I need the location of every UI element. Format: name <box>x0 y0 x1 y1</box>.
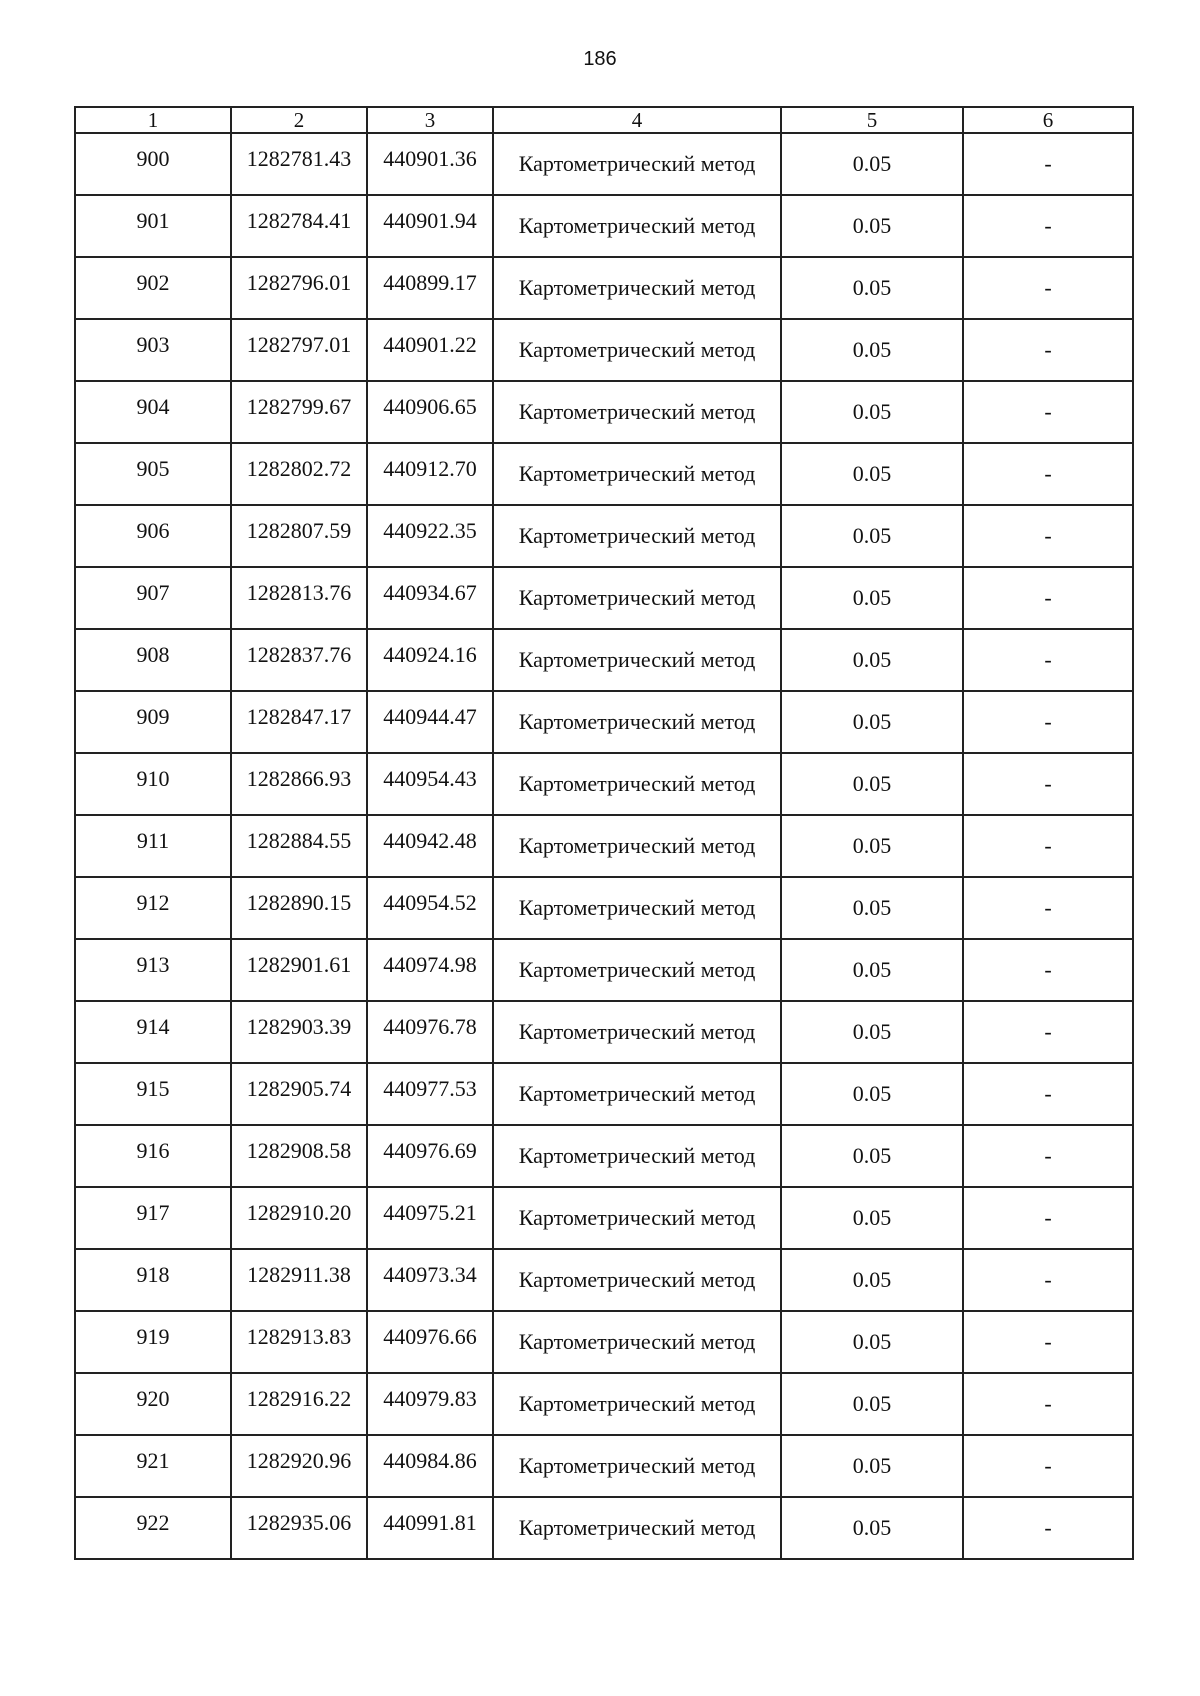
point-number-cell: 919 <box>75 1311 231 1373</box>
table-row <box>75 877 1133 939</box>
column-header-5: 5 <box>781 107 963 133</box>
point-number-cell: 910 <box>75 753 231 815</box>
y-coordinate-cell: 440901.22 <box>367 319 493 381</box>
point-number-cell: 911 <box>75 815 231 877</box>
x-coordinate-cell: 1282807.59 <box>231 505 367 567</box>
x-coordinate-cell: 1282903.39 <box>231 1001 367 1063</box>
point-number-cell: 907 <box>75 567 231 629</box>
table-row <box>75 505 1133 567</box>
point-number-cell: 904 <box>75 381 231 443</box>
column-header-2: 2 <box>231 107 367 133</box>
note-cell: - <box>963 319 1133 381</box>
column-header-6: 6 <box>963 107 1133 133</box>
note-cell: - <box>963 629 1133 691</box>
table-row <box>75 381 1133 443</box>
x-coordinate-cell: 1282908.58 <box>231 1125 367 1187</box>
table-row <box>75 1063 1133 1125</box>
point-number-cell: 917 <box>75 1187 231 1249</box>
point-number-cell: 920 <box>75 1373 231 1435</box>
x-coordinate-cell: 1282799.67 <box>231 381 367 443</box>
accuracy-cell: 0.05 <box>781 195 963 257</box>
method-cell: Картометрический метод <box>493 1373 781 1435</box>
method-cell: Картометрический метод <box>493 1063 781 1125</box>
x-coordinate-cell: 1282802.72 <box>231 443 367 505</box>
column-header-3: 3 <box>367 107 493 133</box>
accuracy-cell: 0.05 <box>781 1125 963 1187</box>
accuracy-cell: 0.05 <box>781 815 963 877</box>
table-row <box>75 443 1133 505</box>
note-cell: - <box>963 1497 1133 1559</box>
table-row <box>75 567 1133 629</box>
note-cell: - <box>963 1063 1133 1125</box>
point-number-cell: 901 <box>75 195 231 257</box>
accuracy-cell: 0.05 <box>781 443 963 505</box>
x-coordinate-cell: 1282890.15 <box>231 877 367 939</box>
accuracy-cell: 0.05 <box>781 381 963 443</box>
note-cell: - <box>963 753 1133 815</box>
x-coordinate-cell: 1282920.96 <box>231 1435 367 1497</box>
method-cell: Картометрический метод <box>493 691 781 753</box>
accuracy-cell: 0.05 <box>781 1001 963 1063</box>
method-cell: Картометрический метод <box>493 1435 781 1497</box>
point-number-cell: 905 <box>75 443 231 505</box>
note-cell: - <box>963 877 1133 939</box>
y-coordinate-cell: 440976.78 <box>367 1001 493 1063</box>
table-row <box>75 1187 1133 1249</box>
accuracy-cell: 0.05 <box>781 1249 963 1311</box>
accuracy-cell: 0.05 <box>781 1063 963 1125</box>
point-number-cell: 913 <box>75 939 231 1001</box>
table-row <box>75 1125 1133 1187</box>
y-coordinate-cell: 440975.21 <box>367 1187 493 1249</box>
point-number-cell: 922 <box>75 1497 231 1559</box>
method-cell: Картометрический метод <box>493 1497 781 1559</box>
note-cell: - <box>963 1249 1133 1311</box>
y-coordinate-cell: 440944.47 <box>367 691 493 753</box>
y-coordinate-cell: 440901.36 <box>367 133 493 195</box>
y-coordinate-cell: 440942.48 <box>367 815 493 877</box>
y-coordinate-cell: 440922.35 <box>367 505 493 567</box>
column-header-1: 1 <box>75 107 231 133</box>
method-cell: Картометрический метод <box>493 133 781 195</box>
y-coordinate-cell: 440954.43 <box>367 753 493 815</box>
method-cell: Картометрический метод <box>493 257 781 319</box>
y-coordinate-cell: 440979.83 <box>367 1373 493 1435</box>
note-cell: - <box>963 1001 1133 1063</box>
y-coordinate-cell: 440954.52 <box>367 877 493 939</box>
accuracy-cell: 0.05 <box>781 133 963 195</box>
point-number-cell: 906 <box>75 505 231 567</box>
note-cell: - <box>963 505 1133 567</box>
point-number-cell: 900 <box>75 133 231 195</box>
x-coordinate-cell: 1282905.74 <box>231 1063 367 1125</box>
note-cell: - <box>963 195 1133 257</box>
point-number-cell: 908 <box>75 629 231 691</box>
y-coordinate-cell: 440984.86 <box>367 1435 493 1497</box>
table-row <box>75 691 1133 753</box>
y-coordinate-cell: 440991.81 <box>367 1497 493 1559</box>
y-coordinate-cell: 440912.70 <box>367 443 493 505</box>
y-coordinate-cell: 440976.66 <box>367 1311 493 1373</box>
x-coordinate-cell: 1282910.20 <box>231 1187 367 1249</box>
accuracy-cell: 0.05 <box>781 1497 963 1559</box>
table-row <box>75 257 1133 319</box>
accuracy-cell: 0.05 <box>781 691 963 753</box>
x-coordinate-cell: 1282866.93 <box>231 753 367 815</box>
x-coordinate-cell: 1282796.01 <box>231 257 367 319</box>
x-coordinate-cell: 1282837.76 <box>231 629 367 691</box>
table-row <box>75 1435 1133 1497</box>
point-number-cell: 916 <box>75 1125 231 1187</box>
table-row <box>75 815 1133 877</box>
table-row <box>75 1497 1133 1559</box>
y-coordinate-cell: 440899.17 <box>367 257 493 319</box>
accuracy-cell: 0.05 <box>781 1373 963 1435</box>
note-cell: - <box>963 1125 1133 1187</box>
method-cell: Картометрический метод <box>493 505 781 567</box>
table-row <box>75 1249 1133 1311</box>
accuracy-cell: 0.05 <box>781 1187 963 1249</box>
method-cell: Картометрический метод <box>493 753 781 815</box>
table-row <box>75 195 1133 257</box>
y-coordinate-cell: 440974.98 <box>367 939 493 1001</box>
table-row <box>75 939 1133 1001</box>
accuracy-cell: 0.05 <box>781 629 963 691</box>
point-number-cell: 902 <box>75 257 231 319</box>
method-cell: Картометрический метод <box>493 319 781 381</box>
accuracy-cell: 0.05 <box>781 319 963 381</box>
method-cell: Картометрический метод <box>493 1311 781 1373</box>
table-row <box>75 133 1133 195</box>
point-number-cell: 914 <box>75 1001 231 1063</box>
table-row <box>75 753 1133 815</box>
table-body <box>75 133 1133 1559</box>
point-number-cell: 921 <box>75 1435 231 1497</box>
accuracy-cell: 0.05 <box>781 567 963 629</box>
y-coordinate-cell: 440934.67 <box>367 567 493 629</box>
x-coordinate-cell: 1282911.38 <box>231 1249 367 1311</box>
point-number-cell: 903 <box>75 319 231 381</box>
table-header-row <box>75 107 1133 133</box>
table-row <box>75 1311 1133 1373</box>
x-coordinate-cell: 1282847.17 <box>231 691 367 753</box>
note-cell: - <box>963 1435 1133 1497</box>
accuracy-cell: 0.05 <box>781 877 963 939</box>
table-row <box>75 319 1133 381</box>
note-cell: - <box>963 381 1133 443</box>
x-coordinate-cell: 1282813.76 <box>231 567 367 629</box>
method-cell: Картометрический метод <box>493 381 781 443</box>
note-cell: - <box>963 443 1133 505</box>
method-cell: Картометрический метод <box>493 1187 781 1249</box>
table-row <box>75 629 1133 691</box>
x-coordinate-cell: 1282781.43 <box>231 133 367 195</box>
method-cell: Картометрический метод <box>493 1249 781 1311</box>
table-row <box>75 1373 1133 1435</box>
note-cell: - <box>963 1187 1133 1249</box>
y-coordinate-cell: 440906.65 <box>367 381 493 443</box>
point-number-cell: 909 <box>75 691 231 753</box>
column-header-4: 4 <box>493 107 781 133</box>
note-cell: - <box>963 1373 1133 1435</box>
point-number-cell: 912 <box>75 877 231 939</box>
accuracy-cell: 0.05 <box>781 939 963 1001</box>
table-row <box>75 1001 1133 1063</box>
method-cell: Картометрический метод <box>493 1125 781 1187</box>
method-cell: Картометрический метод <box>493 1001 781 1063</box>
note-cell: - <box>963 939 1133 1001</box>
y-coordinate-cell: 440901.94 <box>367 195 493 257</box>
y-coordinate-cell: 440924.16 <box>367 629 493 691</box>
accuracy-cell: 0.05 <box>781 257 963 319</box>
method-cell: Картометрический метод <box>493 877 781 939</box>
method-cell: Картометрический метод <box>493 567 781 629</box>
point-number-cell: 918 <box>75 1249 231 1311</box>
accuracy-cell: 0.05 <box>781 505 963 567</box>
method-cell: Картометрический метод <box>493 629 781 691</box>
x-coordinate-cell: 1282884.55 <box>231 815 367 877</box>
note-cell: - <box>963 691 1133 753</box>
note-cell: - <box>963 1311 1133 1373</box>
x-coordinate-cell: 1282797.01 <box>231 319 367 381</box>
note-cell: - <box>963 567 1133 629</box>
coordinates-table <box>74 106 1134 1560</box>
point-number-cell: 915 <box>75 1063 231 1125</box>
note-cell: - <box>963 815 1133 877</box>
x-coordinate-cell: 1282913.83 <box>231 1311 367 1373</box>
method-cell: Картометрический метод <box>493 443 781 505</box>
method-cell: Картометрический метод <box>493 815 781 877</box>
accuracy-cell: 0.05 <box>781 753 963 815</box>
note-cell: - <box>963 257 1133 319</box>
note-cell: - <box>963 133 1133 195</box>
accuracy-cell: 0.05 <box>781 1435 963 1497</box>
y-coordinate-cell: 440976.69 <box>367 1125 493 1187</box>
page-number: 186 <box>583 48 617 70</box>
x-coordinate-cell: 1282935.06 <box>231 1497 367 1559</box>
x-coordinate-cell: 1282901.61 <box>231 939 367 1001</box>
method-cell: Картометрический метод <box>493 195 781 257</box>
x-coordinate-cell: 1282784.41 <box>231 195 367 257</box>
method-cell: Картометрический метод <box>493 939 781 1001</box>
y-coordinate-cell: 440973.34 <box>367 1249 493 1311</box>
x-coordinate-cell: 1282916.22 <box>231 1373 367 1435</box>
accuracy-cell: 0.05 <box>781 1311 963 1373</box>
y-coordinate-cell: 440977.53 <box>367 1063 493 1125</box>
